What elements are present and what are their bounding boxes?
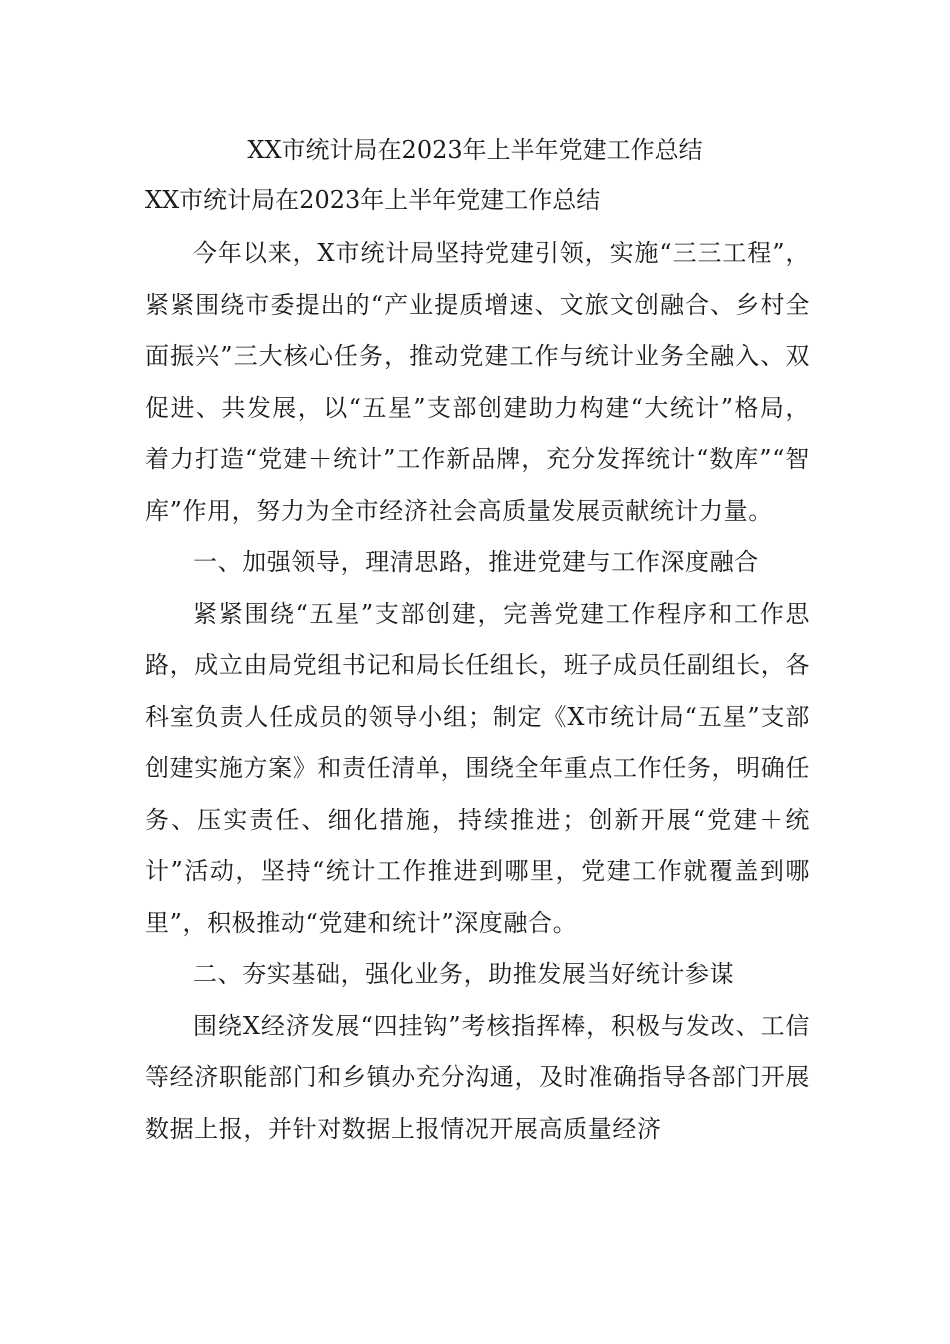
document-body (145, 228, 810, 1155)
section-heading-2: 二、夯实基础，强化业务，助推发展当好统计参谋 (193, 960, 735, 988)
section-body-1: 紧紧围绕“五星”支部创建，完善党建工作程序和工作思路，成立由局党组书记和局长任组长，班子成员任副组长，各科室负责人任成员的领导小组；制定《X市统计局“五星”支部创建实施方案》和责任清单，围绕全年重点工作任务，明确任务、压实责任、细化措施，持续推进；创新开展“党建＋统计”活动，坚持“统计工作推进到哪里，党建工作就覆盖到哪里”，积极推动“党建和统计”深度融合。 (145, 599, 810, 937)
document-subtitle: XX市统计局在2023年上半年党建工作总结 (145, 186, 601, 214)
document-title: XX市统计局在2023年上半年党建工作总结 (247, 136, 703, 164)
intro-paragraph: 今年以来，X市统计局坚持党建引领，实施“三三工程”，紧紧围绕市委提出的“产业提质增速、文旅文创融合、乡村全面振兴”三大核心任务，推动党建工作与统计业务全融入、双促进、共发展，以“五星”支部创建助力构建“大统计”格局，着力打造“党建＋统计”工作新品牌，充分发挥统计“数库”“智库”作用，努力为全市经济社会高质量发展贡献统计力量。 (145, 239, 810, 525)
section-heading-1: 一、加强领导，理清思路，推进党建与工作深度融合 (193, 548, 759, 576)
section-body-2: 围绕X经济发展“四挂钩”考核指挥棒，积极与发改、工信等经济职能部门和乡镇办充分沟通，及时准确指导各部门开展数据上报，并针对数据上报情况开展高质量经济 (145, 1011, 810, 1143)
